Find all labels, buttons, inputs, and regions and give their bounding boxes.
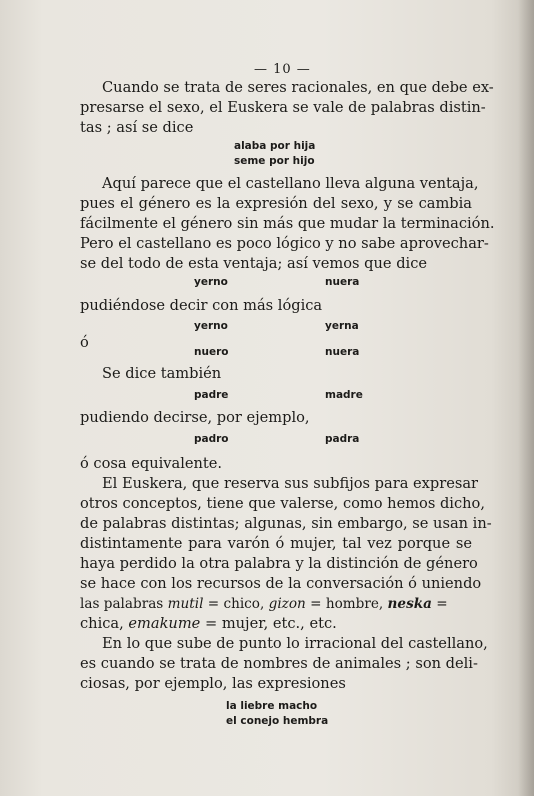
basque-word: gizon <box>268 596 306 612</box>
paragraph-line: tas ; así se dice <box>80 119 194 136</box>
example-word-right: padra <box>325 433 360 445</box>
line-segment: chica, <box>80 615 129 632</box>
paragraph-line: se del todo de esta ventaja; así vemos que dice <box>80 255 428 272</box>
example-word-right: madre <box>325 389 363 401</box>
paragraph-line: es cuando se trata de nombres de animales ; son deli- <box>80 655 478 672</box>
example-line: seme por hijo <box>234 155 315 167</box>
text-line: ó cosa equivalente. <box>80 455 223 472</box>
example-word-right: yerna <box>325 320 359 332</box>
paragraph-line: fácilmente el género sin más que mudar la terminación. <box>80 215 495 232</box>
example-word-right: nuera <box>325 346 360 358</box>
page-number: — 10 — <box>254 62 311 77</box>
paragraph-line: pues el género es la expresión del sexo, y se cambia <box>80 195 472 212</box>
basque-word: emakume <box>128 615 201 632</box>
paragraph-line: Cuando se trata de seres racionales, en que debe ex- <box>102 79 494 96</box>
basque-word: neska <box>387 596 432 612</box>
example-word-left: yerno <box>194 320 228 332</box>
example-word-left: yerno <box>194 276 228 288</box>
text-line: pudiéndose decir con más lógica <box>80 297 323 314</box>
paragraph-line: otros conceptos, tiene que valerse, como hemos dicho, <box>80 495 485 512</box>
line-segment: las palabras <box>80 596 168 612</box>
paragraph-line: Pero el castellano es poco lógico y no sabe aprovechar- <box>80 235 489 252</box>
page-edge-shadow <box>518 0 534 796</box>
example-line: la liebre macho <box>226 700 318 712</box>
example-word-right: nuera <box>325 276 360 288</box>
basque-word: mutil <box>167 596 204 612</box>
line-segment: = chico, <box>203 596 269 612</box>
example-word-left: padro <box>194 433 229 445</box>
paragraph-line: de palabras distintas; algunas, sin embargo, se usan in- <box>80 515 492 532</box>
example-line: el conejo hembra <box>226 715 329 727</box>
paragraph-line <box>80 614 472 634</box>
paragraph-line: haya perdido la otra palabra y la distinción de género <box>80 555 478 572</box>
line-segment: = hombre, <box>305 596 388 612</box>
paragraph-line: El Euskera, que reserva sus subfijos para expresar <box>102 475 479 492</box>
paragraph-line <box>80 594 472 614</box>
line-segment: = mujer, etc., etc. <box>200 615 337 632</box>
line-segment: = <box>431 596 448 612</box>
example-line: alaba por hija <box>234 140 316 152</box>
paragraph-line: distintamente para varón ó mujer, tal vez porque se <box>80 535 472 552</box>
paragraph-line: En lo que sube de punto lo irracional del castellano, <box>102 635 488 652</box>
paragraph-line: presarse el sexo, el Euskera se vale de palabras distin- <box>80 99 486 116</box>
text-line: pudiendo decirse, por ejemplo, <box>80 409 310 426</box>
text-line: Se dice también <box>102 365 222 382</box>
example-word-left: padre <box>194 389 229 401</box>
paragraph-line: se hace con los recursos de la conversación ó uniendo <box>80 575 482 592</box>
example-word-left: nuero <box>194 346 229 358</box>
paragraph-line: Aquí parece que el castellano lleva alguna ventaja, <box>102 175 479 192</box>
paragraph-line: ciosas, por ejemplo, las expresiones <box>80 675 346 692</box>
text-line: ó <box>80 334 89 351</box>
